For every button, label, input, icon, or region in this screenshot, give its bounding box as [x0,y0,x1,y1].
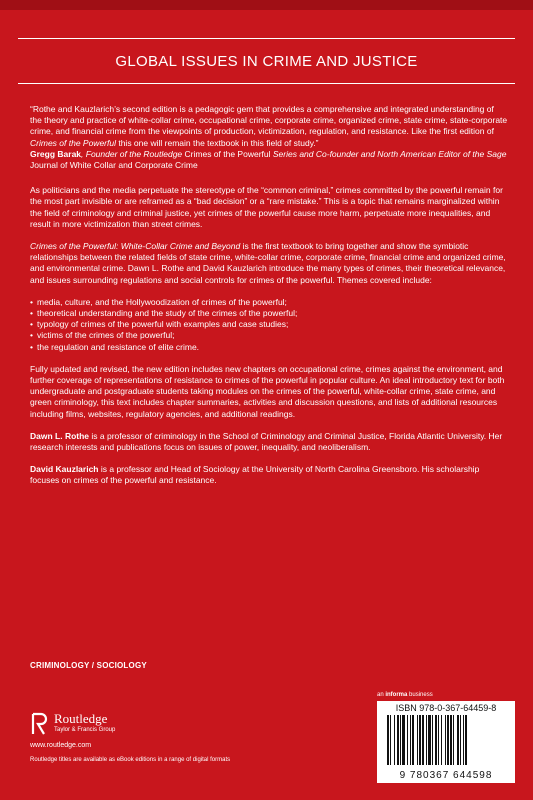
isbn-label: ISBN 978-0-367-64459-8 [395,703,497,713]
informa-suffix: business [407,692,433,698]
publisher-name: Routledge [54,711,108,726]
author-bio-2 [30,464,508,486]
informa-prefix: an [377,692,386,698]
description-paragraph-1: As politicians and the media perpetuate the stereotype of the “common criminal,” crimes committed by the powerful remain for the most part invisible or are reframed as a “bad decision” or a “rare mistake.” This is a topic that remains marginalized within the field of criminology and criminal justice, yet crimes of the powerful cause more harm, perpetuate more inequalities, and result in more victimization than street crimes. [30,185,503,229]
quote-text-italic: Crimes of the Powerful [30,137,116,148]
author-bio-2-text: is a professor and Head of Sociology at the University of North Carolina Greensboro. His scholarship focuses on crimes of the powerful and resistance. [30,464,480,486]
ebook-note: Routledge titles are available as eBook editions in a range of digital formats [30,757,231,763]
list-item: • the regulation and resistance of elite crime. [30,342,508,353]
back-cover-text [30,104,508,498]
description-paragraph-2-text: is the first textbook to bring together and show the symbiotic relationships between the related fields of state crime, white-collar crime, corporate crime, financial crime and organized crime, and environmental crime. Dawn L. Rothe and David Kauzlarich introduce the many types of crimes, their theoretical relevance, and issues surrounding regulations and social controls for crimes of the powerful. Themes covered include: [30,241,506,285]
list-item: • victims of the crimes of the powerful; [30,330,508,341]
barcode-digits: 9 780367 644598 [399,770,493,781]
routledge-logo-icon [30,712,48,736]
quote-attribution-3: Series and Co-founder and North American Editor of the Sage [270,148,507,159]
series-header [18,38,515,84]
publisher-url[interactable]: www.routledge.com [30,742,92,749]
quote-attribution-4: Journal of White Collar and Corporate Crime [30,160,198,171]
series-title: GLOBAL ISSUES IN CRIME AND JUSTICE [115,52,418,70]
barcode-box [377,701,515,783]
list-item: • media, culture, and the Hollywoodization of crimes of the powerful; [30,297,508,308]
author-bio-1-text: is a professor of criminology in the School of Criminology and Criminal Justice, Florida Atlantic University. Her research interests and publications focus on issues of power, inequality, and neoliberalism. [30,430,503,453]
barcode-icon [385,715,507,767]
author-bio-1 [30,431,508,453]
subject-category: CRIMINOLOGY / SOCIOLOGY [30,661,147,670]
top-band [0,0,533,10]
informa-tag [377,692,515,698]
quote-attribution-1: , Founder of the Routledge [81,148,185,159]
quote-author: Gregg Barak [30,148,82,159]
author-name-1: Dawn L. Rothe [30,430,90,441]
themes-list [30,297,508,353]
list-item: • theoretical understanding and the study of the crimes of the powerful; [30,308,508,319]
barcode-area [377,692,515,783]
list-item: • typology of crimes of the powerful with examples and case studies; [30,319,508,330]
quote-attribution-2: Crimes of the Powerful [184,148,271,159]
description-paragraph-2 [30,241,508,286]
quote-text-2: this one will remain the textbook in this field of study.” [115,137,319,148]
publisher-block [30,712,290,763]
description-paragraph-3: Fully updated and revised, the new edition includes new chapters on occupational crime, crimes against the environment, and further coverage of representations of resistance to crimes of the powerful in popular culture. An ideal introductory text for both undergraduate and postgraduate students taking modules on the crimes of the powerful, white-collar crime, state crime, and green criminology, this text includes chapter summaries, activities and discussion questions, and lists of additional resources including films, websites, regulatory agencies, and additional readings. [30,363,505,419]
quote-text-1: “Rothe and Kauzlarich’s second edition is a pedagogic gem that provides a comprehensive and integrated understanding of the theory and practice of white-collar crime, occupational crime, corporate crime, organized crime, state crime, state-corporate crime, and financial crime from the viewpoints of production, victimization, regulation, and resistance. Like the first edition of [30,104,508,137]
publisher-logo [30,712,290,736]
informa-brand: informa [385,692,408,698]
author-name-2: David Kauzlarich [30,464,99,475]
endorsement-quote [30,104,508,171]
publisher-group: Taylor & Francis Group [54,727,116,733]
book-title-italic: Crimes of the Powerful: White-Collar Crime and Beyond [30,241,241,252]
